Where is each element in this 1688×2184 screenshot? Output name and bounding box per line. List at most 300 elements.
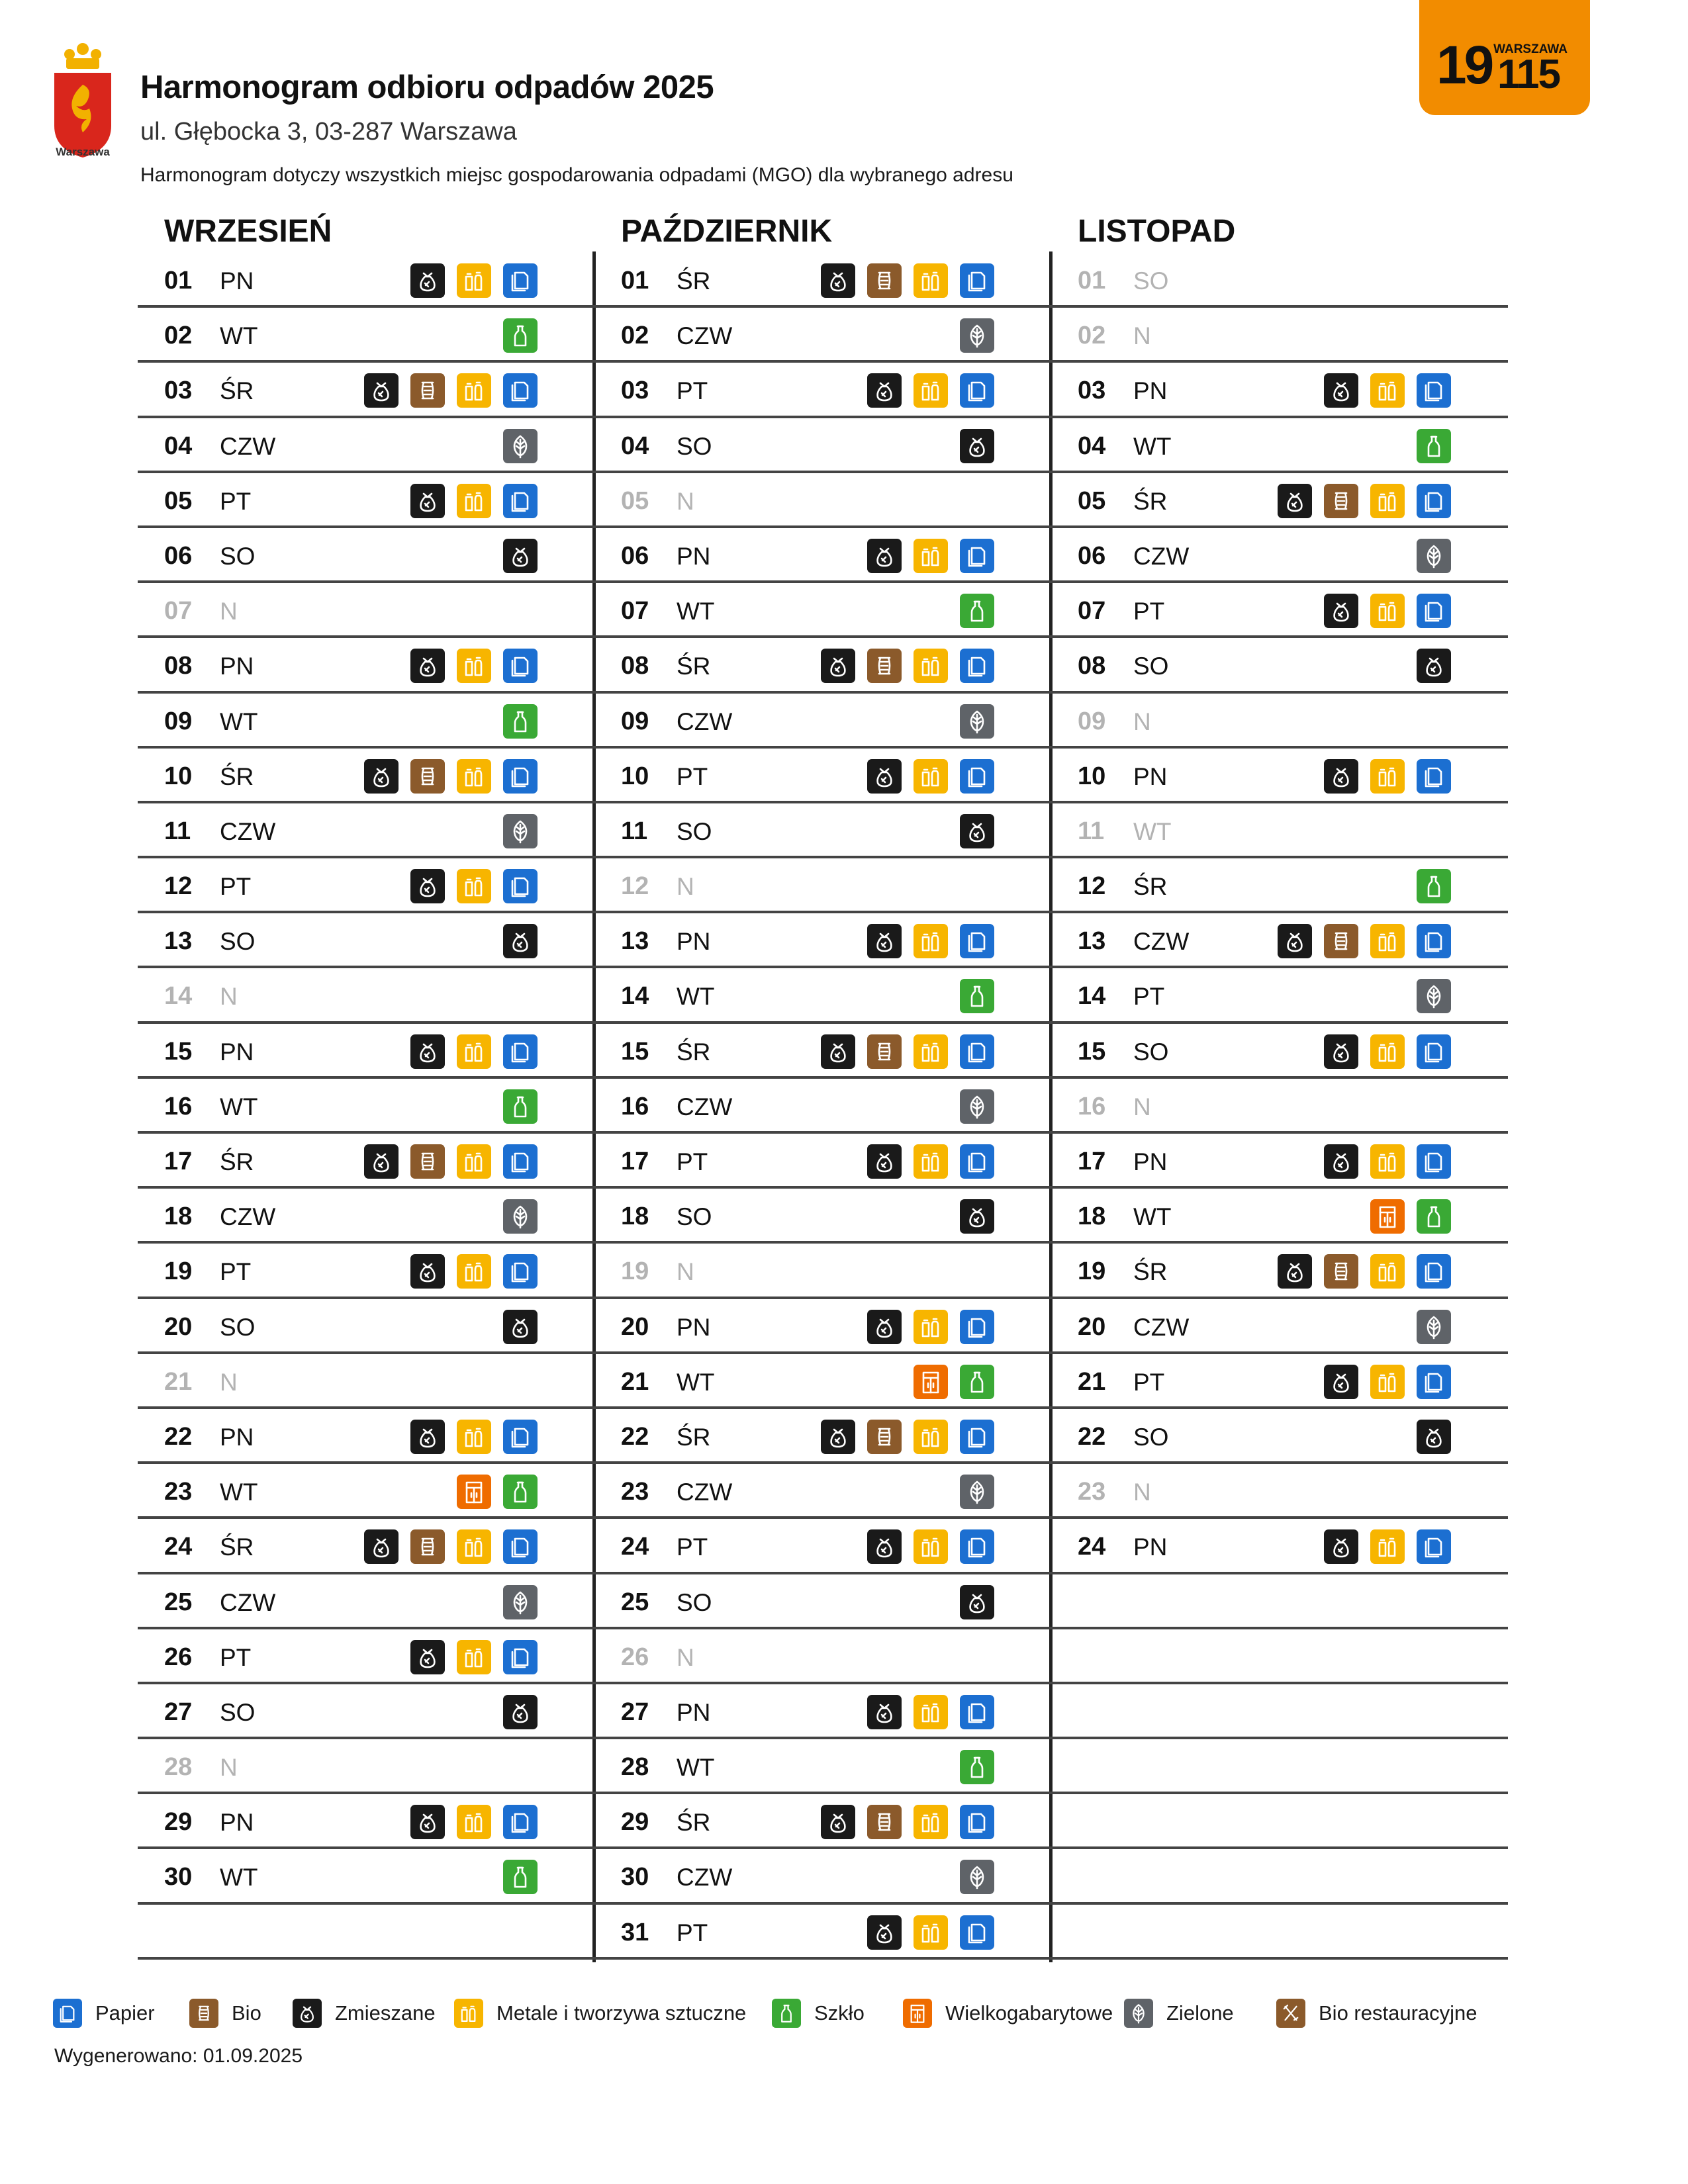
mixed-waste-bag-icon (1324, 594, 1358, 628)
day-number: 16 (1078, 1092, 1106, 1120)
day-row (594, 1354, 1051, 1409)
bulky-waste-icon (903, 1999, 932, 2028)
weekday-name: WT (220, 322, 258, 350)
weekday-name: N (1133, 707, 1151, 735)
day-number: 08 (164, 652, 193, 680)
metal-plastic-icon (457, 484, 491, 518)
metal-plastic-icon (914, 649, 948, 683)
day-number: 16 (164, 1092, 193, 1120)
mixed-waste-bag-icon (1278, 484, 1312, 518)
metal-plastic-icon (1370, 924, 1405, 958)
day-row (1051, 858, 1508, 913)
mixed-waste-bag-icon (1324, 759, 1358, 794)
day-number: 23 (621, 1478, 649, 1506)
pickup-icons (1324, 1529, 1451, 1564)
day-row (1051, 913, 1508, 968)
metal-plastic-icon (1370, 1144, 1405, 1179)
day-number: 08 (621, 652, 649, 680)
pickup-icons (1324, 373, 1451, 408)
metal-plastic-icon (457, 1254, 491, 1289)
day-number: 19 (621, 1257, 649, 1286)
weekday-name: CZW (677, 1479, 733, 1506)
day-row (594, 749, 1051, 803)
pickup-icons (503, 1199, 538, 1234)
day-row (594, 1409, 1051, 1464)
weekday-name: WT (220, 707, 258, 735)
day-number: 14 (164, 982, 193, 1011)
day-number: 31 (621, 1918, 649, 1946)
glass-bottle-icon (960, 979, 994, 1013)
weekday-name: N (220, 983, 238, 1011)
weekday-name: PT (677, 1148, 708, 1175)
weekday-name: WT (677, 983, 715, 1011)
day-number: 15 (1078, 1037, 1106, 1066)
day-number: 02 (164, 322, 193, 350)
mixed-waste-bag-icon (410, 1805, 445, 1839)
mixed-waste-bag-icon (867, 373, 902, 408)
metal-plastic-icon (1370, 759, 1405, 794)
legend-label: Zmieszane (335, 2001, 436, 2025)
day-row (594, 1464, 1051, 1519)
paper-icon (1417, 759, 1451, 794)
pickup-icons (960, 1860, 994, 1894)
pickup-icons (960, 318, 994, 353)
metal-plastic-icon (914, 759, 948, 794)
weekday-name: PN (1133, 762, 1168, 790)
metal-plastic-icon (1370, 373, 1405, 408)
mixed-waste-bag-icon (1324, 1144, 1358, 1179)
metal-plastic-icon (457, 869, 491, 903)
day-row (1051, 1354, 1508, 1409)
pickup-icons (867, 1310, 994, 1344)
hotline-19115-badge[interactable] (1419, 0, 1590, 115)
day-row (1051, 803, 1508, 858)
day-row (594, 1739, 1051, 1794)
metal-plastic-icon (457, 759, 491, 794)
day-number: 20 (621, 1312, 649, 1341)
weekday-name: SO (677, 432, 712, 460)
metal-plastic-icon (457, 1144, 491, 1179)
day-number: 30 (164, 1863, 193, 1891)
weekday-name: ŚR (677, 1038, 711, 1066)
day-row (1051, 1189, 1508, 1244)
badge-number-19: 19 (1436, 35, 1492, 95)
day-number: 12 (164, 872, 193, 901)
pickup-icons (821, 1034, 994, 1069)
day-row (138, 1464, 594, 1519)
paper-icon (1417, 594, 1451, 628)
weekday-name: CZW (677, 1093, 733, 1120)
mixed-waste-bag-icon (410, 1034, 445, 1069)
metal-plastic-icon (1370, 1034, 1405, 1069)
pickup-icons (503, 1310, 538, 1344)
pickup-icons (821, 1805, 994, 1839)
weekday-name: PT (677, 1919, 708, 1946)
day-number: 10 (164, 762, 193, 790)
day-number: 11 (621, 817, 648, 845)
weekday-name: CZW (1133, 928, 1190, 956)
mixed-waste-bag-icon (410, 263, 445, 298)
day-row (138, 583, 594, 638)
green-leaf-icon (960, 1475, 994, 1509)
weekday-name: ŚR (1133, 873, 1168, 901)
weekday-name: PN (220, 1809, 254, 1837)
day-number: 05 (164, 486, 193, 515)
weekday-name: CZW (1133, 542, 1190, 570)
glass-bottle-icon (960, 1365, 994, 1399)
bio-icon (410, 373, 445, 408)
weekday-name: N (1133, 1093, 1151, 1120)
bio-icon (867, 1034, 902, 1069)
day-number: 19 (1078, 1257, 1106, 1286)
green-leaf-icon (503, 1199, 538, 1234)
bio-icon (1324, 1254, 1358, 1289)
pickup-icons (867, 1695, 994, 1729)
mixed-waste-bag-icon (364, 373, 399, 408)
pickup-icons (410, 1805, 538, 1839)
day-number: 02 (621, 322, 649, 350)
metal-plastic-icon (914, 1310, 948, 1344)
green-leaf-icon (1124, 1999, 1153, 2028)
day-number: 24 (1078, 1533, 1106, 1561)
restaurant-bio-icon (1276, 1999, 1305, 2028)
pickup-icons (960, 1089, 994, 1124)
pickup-icons (1278, 924, 1451, 958)
empty-day-row (1051, 1574, 1508, 1629)
mixed-waste-bag-icon (867, 759, 902, 794)
day-row (594, 1189, 1051, 1244)
pickup-icons (503, 1695, 538, 1729)
pickup-icons (1324, 759, 1451, 794)
day-number: 23 (164, 1478, 193, 1506)
day-row (138, 968, 594, 1023)
legend-item-zmieszane (293, 1999, 436, 2028)
paper-icon (1417, 1144, 1451, 1179)
paper-icon (1417, 1254, 1451, 1289)
badge-number-115: 115 (1497, 52, 1560, 97)
day-row (138, 1024, 594, 1079)
paper-icon (960, 1915, 994, 1950)
mixed-waste-bag-icon (503, 924, 538, 958)
pickup-icons (960, 1475, 994, 1509)
weekday-name: CZW (677, 707, 733, 735)
weekday-name: PT (677, 377, 708, 405)
day-row (138, 418, 594, 473)
weekday-name: PT (677, 1533, 708, 1561)
pickup-icons (503, 1585, 538, 1619)
bio-icon (410, 759, 445, 794)
mixed-waste-bag-icon (410, 1254, 445, 1289)
green-leaf-icon (1417, 1310, 1451, 1344)
mixed-waste-bag-icon (960, 1585, 994, 1619)
day-row (1051, 253, 1508, 308)
paper-icon (1417, 1529, 1451, 1564)
glass-bottle-icon (503, 1475, 538, 1509)
weekday-name: SO (677, 817, 712, 845)
weekday-name: PT (1133, 983, 1165, 1011)
mixed-waste-bag-icon (364, 1529, 399, 1564)
paper-icon (503, 1144, 538, 1179)
paper-icon (503, 759, 538, 794)
day-number: 04 (1078, 432, 1106, 460)
day-row (138, 1409, 594, 1464)
day-row (594, 418, 1051, 473)
empty-day-row (1051, 1739, 1508, 1794)
glass-bottle-icon (960, 1750, 994, 1784)
pickup-icons (821, 263, 994, 298)
bulky-waste-icon (914, 1365, 948, 1399)
day-row (1051, 1079, 1508, 1134)
bulky-waste-icon (1370, 1199, 1405, 1234)
metal-plastic-icon (914, 924, 948, 958)
mixed-waste-bag-icon (410, 649, 445, 683)
weekday-name: SO (1133, 653, 1169, 680)
legend-label: Szkło (814, 2001, 865, 2025)
metal-plastic-icon (1370, 484, 1405, 518)
metal-plastic-icon (914, 373, 948, 408)
day-row (594, 1134, 1051, 1189)
pickup-icons (1417, 869, 1451, 903)
pickup-icons (1417, 539, 1451, 573)
metal-plastic-icon (457, 373, 491, 408)
weekday-name: ŚR (677, 653, 711, 680)
weekday-name: WT (220, 1093, 258, 1120)
metal-plastic-icon (914, 539, 948, 573)
mixed-waste-bag-icon (1324, 1529, 1358, 1564)
day-number: 25 (621, 1588, 649, 1616)
paper-icon (503, 263, 538, 298)
day-number: 13 (164, 927, 193, 956)
weekday-name: SO (220, 542, 256, 570)
green-leaf-icon (1417, 539, 1451, 573)
day-row (1051, 1464, 1508, 1519)
weekday-name: SO (220, 1698, 256, 1726)
paper-icon (960, 759, 994, 794)
pickup-icons (364, 759, 538, 794)
weekday-name: WT (220, 1479, 258, 1506)
pickup-icons (1324, 1365, 1451, 1399)
day-number: 26 (164, 1643, 193, 1671)
day-number: 12 (621, 872, 649, 901)
day-number: 20 (164, 1312, 193, 1341)
metal-plastic-icon (457, 1640, 491, 1674)
day-number: 11 (164, 817, 191, 845)
weekday-name: CZW (220, 432, 276, 460)
empty-day-row (1051, 1905, 1508, 1960)
day-row (138, 913, 594, 968)
day-row (138, 1849, 594, 1904)
mixed-waste-bag-icon (867, 1695, 902, 1729)
weekday-name: N (1133, 1479, 1151, 1506)
day-row (1051, 1519, 1508, 1574)
mixed-waste-bag-icon (1278, 1254, 1312, 1289)
day-number: 27 (164, 1698, 193, 1726)
metal-plastic-icon (914, 1420, 948, 1454)
paper-icon (960, 1310, 994, 1344)
pickup-icons (867, 1144, 994, 1179)
legend-item-bio_restauracyjne (1276, 1999, 1477, 2028)
glass-bottle-icon (503, 318, 538, 353)
mixed-waste-bag-icon (503, 1695, 538, 1729)
pickup-icons (1417, 979, 1451, 1013)
metal-plastic-icon (914, 1695, 948, 1729)
paper-icon (1417, 373, 1451, 408)
day-number: 04 (621, 432, 649, 460)
legend-label: Papier (95, 2001, 155, 2025)
weekday-name: N (677, 487, 694, 515)
day-number: 06 (1078, 541, 1106, 570)
generated-date: Wygenerowano: 01.09.2025 (54, 2045, 303, 2067)
day-number: 17 (621, 1148, 649, 1175)
pickup-icons (503, 924, 538, 958)
day-number: 07 (164, 597, 193, 625)
glass-bottle-icon (1417, 1199, 1451, 1234)
badge-label: WARSZAWA (1493, 42, 1568, 56)
paper-icon (503, 1805, 538, 1839)
paper-icon (503, 869, 538, 903)
day-row (594, 803, 1051, 858)
metal-plastic-icon (914, 1529, 948, 1564)
mixed-waste-bag-icon (364, 759, 399, 794)
day-row (1051, 583, 1508, 638)
weekday-name: N (677, 1258, 694, 1286)
paper-icon (960, 924, 994, 958)
day-row (1051, 528, 1508, 583)
weekday-name: N (220, 598, 238, 625)
metal-plastic-icon (457, 1805, 491, 1839)
pickup-icons (503, 318, 538, 353)
paper-icon (503, 484, 538, 518)
mixed-waste-bag-icon (503, 1310, 538, 1344)
day-row (1051, 1024, 1508, 1079)
day-row (594, 1629, 1051, 1684)
paper-icon (503, 649, 538, 683)
weekday-name: WT (1133, 432, 1172, 460)
bulky-waste-icon (457, 1475, 491, 1509)
weekday-name: PN (677, 1698, 711, 1726)
green-leaf-icon (960, 704, 994, 739)
mixed-waste-bag-icon (821, 1805, 855, 1839)
day-number: 10 (1078, 762, 1106, 790)
paper-icon (960, 1144, 994, 1179)
day-row (138, 253, 594, 308)
day-row (138, 1684, 594, 1739)
pickup-icons (503, 704, 538, 739)
mixed-waste-bag-icon (867, 539, 902, 573)
glass-bottle-icon (1417, 869, 1451, 903)
legend-item-bio (189, 1999, 261, 2028)
day-row (594, 858, 1051, 913)
pickup-icons (503, 429, 538, 463)
bio-icon (867, 263, 902, 298)
day-row (594, 913, 1051, 968)
legend-item-zielone (1124, 1999, 1234, 2028)
metal-plastic-icon (1370, 1254, 1405, 1289)
metal-plastic-icon (1370, 1529, 1405, 1564)
pickup-icons (867, 1915, 994, 1950)
metal-plastic-icon (1370, 1365, 1405, 1399)
weekday-name: PN (1133, 377, 1168, 405)
metal-plastic-icon (914, 1144, 948, 1179)
metal-plastic-icon (914, 1034, 948, 1069)
metal-plastic-icon (457, 263, 491, 298)
weekday-name: PN (220, 267, 254, 295)
mixed-waste-bag-icon (867, 1144, 902, 1179)
weekday-name: PN (220, 653, 254, 680)
legend-label: Wielkogabarytowe (945, 2001, 1113, 2025)
pickup-icons (960, 594, 994, 628)
weekday-name: WT (677, 598, 715, 625)
legend-label: Zielone (1166, 2001, 1234, 2025)
day-number: 15 (164, 1037, 193, 1066)
mixed-waste-bag-icon (867, 1310, 902, 1344)
metal-plastic-icon (1370, 594, 1405, 628)
day-row (138, 1354, 594, 1409)
mixed-waste-bag-icon (1324, 373, 1358, 408)
paper-icon (960, 1695, 994, 1729)
day-row (138, 1794, 594, 1849)
paper-icon (1417, 484, 1451, 518)
weekday-name: CZW (677, 1864, 733, 1891)
day-row (138, 1739, 594, 1794)
weekday-name: CZW (1133, 1313, 1190, 1341)
metal-plastic-icon (914, 263, 948, 298)
weekday-name: PT (1133, 598, 1165, 625)
day-number: 29 (621, 1808, 649, 1837)
mixed-waste-bag-icon (960, 814, 994, 848)
pickup-icons (960, 979, 994, 1013)
weekday-name: CZW (220, 1588, 276, 1616)
day-number: 07 (1078, 597, 1106, 625)
day-number: 22 (164, 1422, 193, 1451)
bio-icon (1324, 484, 1358, 518)
day-row (138, 694, 594, 749)
weekday-name: ŚR (220, 1533, 254, 1561)
weekday-name: SO (677, 1588, 712, 1616)
paper-icon (960, 373, 994, 408)
legend-label: Metale i tworzywa sztuczne (496, 2001, 747, 2025)
paper-icon (503, 1034, 538, 1069)
empty-day-row (138, 1905, 594, 1960)
pickup-icons (1278, 1254, 1451, 1289)
day-row (594, 694, 1051, 749)
pickup-icons (960, 814, 994, 848)
mixed-waste-bag-icon (960, 429, 994, 463)
weekday-name: WT (1133, 1203, 1172, 1231)
weekday-name: SO (220, 928, 256, 956)
weekday-name: PN (677, 928, 711, 956)
weekday-name: ŚR (677, 1423, 711, 1451)
paper-icon (503, 1640, 538, 1674)
day-row (594, 638, 1051, 693)
bio-icon (867, 1805, 902, 1839)
paper-icon (503, 1529, 538, 1564)
glass-bottle-icon (503, 704, 538, 739)
pickup-icons (457, 1475, 538, 1509)
bio-icon (867, 649, 902, 683)
calendar-grid (0, 212, 1688, 1972)
day-row (138, 1189, 594, 1244)
day-number: 05 (621, 486, 649, 515)
day-number: 30 (621, 1863, 649, 1891)
weekday-name: ŚR (677, 267, 711, 295)
day-row (594, 968, 1051, 1023)
legend-item-wielkogabarytowe (903, 1999, 1113, 2028)
day-row (138, 858, 594, 913)
pickup-icons (503, 814, 538, 848)
day-row (138, 528, 594, 583)
mixed-waste-bag-icon (821, 649, 855, 683)
